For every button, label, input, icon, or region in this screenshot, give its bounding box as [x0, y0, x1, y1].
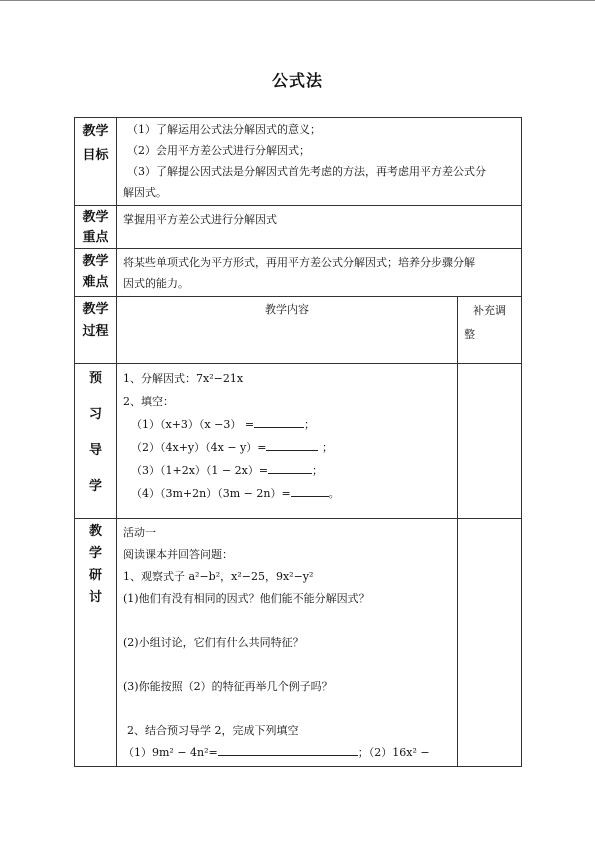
key-points-text: 掌握用平方差公式进行分解因式 [123, 213, 277, 226]
lesson-plan-table [74, 117, 522, 767]
observe-text: 1、观察式子 a²−b²，x²−25，9x²−y² [123, 570, 314, 583]
difficulties-content [117, 249, 522, 297]
research-supplement [458, 519, 522, 767]
objectives-content [117, 118, 522, 206]
preview-label: 预 习 导 学 [75, 364, 117, 519]
objective-line: （3）了解提公因式法是分解因式首先考虑的方法，再考虑用平方差公式分 [127, 165, 486, 178]
fill-item: （2）（4x+y）（4x − y）= ； [123, 436, 453, 459]
preview-content [117, 364, 458, 519]
key-points-label: 教学 重点 [75, 206, 117, 249]
research-content [117, 519, 458, 767]
objective-line: （1）了解运用公式法分解因式的意义； [127, 123, 321, 136]
key-points-row [75, 206, 522, 249]
fill-line: （1）9m² − 4n²= ；（2）16x² − [123, 742, 453, 764]
objectives-row [75, 118, 522, 206]
instruction: 阅读课本并回答问题： [123, 548, 233, 561]
supplement-header: 补充调 整 [458, 297, 522, 364]
objective-line: 解因式。 [123, 186, 167, 199]
research-row [75, 519, 522, 767]
preview-q1: 1、分解因式：7x²−21x [123, 372, 244, 385]
key-points-content [117, 206, 522, 249]
research-label: 教 学 研 讨 [75, 519, 117, 767]
answer-blank[interactable] [268, 461, 312, 474]
difficulties-line: 将某些单项式化为平方形式，再用平方差公式分解因式；培养分步骤分解 [123, 256, 475, 269]
top-rule [0, 0, 595, 1]
preview-row [75, 364, 522, 519]
process-label: 教学 过程 [75, 297, 117, 364]
objective-line: （2）会用平方差公式进行分解因式； [127, 144, 310, 157]
difficulties-label: 教学 难点 [75, 249, 117, 297]
content-header: 教学内容 [117, 297, 458, 364]
answer-blank[interactable] [291, 484, 329, 497]
preview-supplement [458, 364, 522, 519]
answer-blank[interactable] [254, 415, 304, 428]
objectives-label: 教学 目标 [75, 118, 117, 206]
difficulties-row [75, 249, 522, 297]
fill-item: （4）（3m+2n）（3m − 2n）= 。 [123, 482, 453, 505]
answer-blank[interactable] [266, 438, 318, 451]
question-1: (1)他们有没有相同的因式？他们能不能分解因式？ [123, 592, 370, 605]
page-title: 公式法 [271, 71, 323, 90]
difficulties-line: 因式的能力。 [123, 277, 189, 290]
question-2: (2)小组讨论，它们有什么共同特征？ [123, 636, 304, 649]
preview-q2: 2、填空： [123, 395, 174, 408]
fill-item: （1）（x+3）（x −3） = ； [123, 413, 453, 436]
question-3: (3)你能按照（2）的特征再举几个例子吗？ [123, 680, 333, 693]
activity-title: 活动一 [123, 526, 156, 539]
answer-blank[interactable] [218, 743, 358, 756]
task-2: 2、结合预习导学 2，完成下列填空 [127, 724, 299, 737]
fill-item: （3）（1+2x）（1 − 2x）= ； [123, 459, 453, 482]
process-header-row [75, 297, 522, 364]
